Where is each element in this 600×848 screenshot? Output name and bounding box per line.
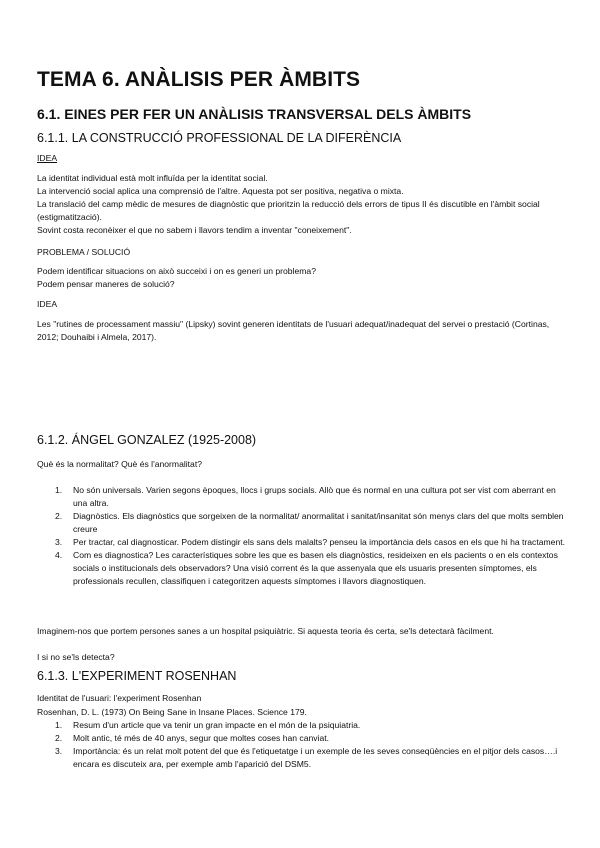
- document-title: TEMA 6. ANÀLISIS PER ÀMBITS: [37, 68, 361, 91]
- list-item: 1. No són universals. Varien segons èpoques, llocs i grups socials. Allò que és normal en una cultura pot ser vist com aberrant en una altra.: [55, 485, 556, 508]
- idea2-text: Les "rutines de processament massiu" (Lipsky) sovint generen identitats de l'usuari adequat/inadequat del servei o prestació (Cortinas, 2012; Douhaibi i Almela, 2017).: [37, 319, 550, 342]
- rosenhan-line-2: Rosenhan, D. L. (1973) On Being Sane in Insane Places. Science 179.: [37, 707, 307, 717]
- rosenhan-line-1: Identitat de l'usuari: l'experiment Rosenhan: [37, 693, 202, 703]
- closing-line-1: Imaginem-nos que portem persones sanes a un hospital psiquiàtric. Si aquesta teoria és certa, se'ls detectarà fàcilment.: [37, 626, 494, 636]
- list-item: 4. Com es diagnostica? Les característiques sobre les que es basen els diagnòstics, resideixen en els pacients o en els contextos socials o institucionals dels observadors? Una visió corrent és la que assenyala que els usuaris presenten símptomes, els professionals recullen, classifiquen i categoritzen aquests símptomes i llavors diagnostiquen.: [55, 550, 558, 586]
- problema-solucio-label: PROBLEMA / SOLUCIÓ: [37, 247, 131, 257]
- subsection-heading-6-1-3: 6.1.3. L'EXPERIMENT ROSENHAN: [37, 669, 237, 683]
- problema-line-2: Podem pensar maneres de solució?: [37, 279, 175, 289]
- list-item: 3. Per tractar, cal diagnosticar. Podem distingir els sans dels malalts? penseu la importància dels casos en els que hi ha tractament.: [55, 537, 566, 547]
- list-item: 2. Molt antic, té més de 40 anys, segur que moltes coses han canviat.: [55, 733, 330, 743]
- normalitat-question: Què és la normalitat? Què és l'anormalitat?: [37, 459, 203, 469]
- list-item: 3. Importància: és un relat molt potent del que és l'etiquetatge i un exemple de les seves conseqüències en el pitjor dels casos….i encara es discuteix ara, per exemple amb l'aparició del DSM5.: [55, 746, 558, 769]
- subsection-heading-6-1-2: 6.1.2. ÁNGEL GONZALEZ (1925-2008): [37, 433, 257, 447]
- normalitat-list: [37, 484, 567, 588]
- closing-line-2: I si no se'ls detecta?: [37, 652, 115, 662]
- subsection-heading-6-1-1: 6.1.1. LA CONSTRUCCIÓ PROFESSIONAL DE LA DIFERÈNCIA: [37, 131, 402, 145]
- idea-line-4: Sovint costa reconèixer el que no sabem i llavors tendim a inventar "coneixement".: [37, 225, 352, 235]
- list-item: 1. Resum d'un article que va tenir un gran impacte en el món de la psiquiatria.: [55, 720, 361, 730]
- idea-label: IDEA: [37, 153, 58, 163]
- list-item: 2. Diagnòstics. Els diagnòstics que sorgeixen de la normalitat/ anormalitat i sanitat/insanitat són menys clars del que molts semblen creure: [55, 511, 564, 534]
- idea-line-2: La intervenció social aplica una comprensió de l'altre. Aquesta pot ser positiva, negativa o mixta.: [37, 186, 404, 196]
- idea-line-1: La identitat individual està molt influïda per la identitat social.: [37, 173, 268, 183]
- section-heading-6-1: 6.1. EINES PER FER UN ANÀLISIS TRANSVERSAL DELS ÀMBITS: [37, 106, 472, 122]
- idea-line-3: La translació del camp mèdic de mesures de diagnòstic que prioritzin la reducció dels errors de tipus II és discutible en l'àmbit social (estigmatització).: [37, 199, 540, 222]
- idea2-label: IDEA: [37, 299, 58, 309]
- rosenhan-list: [37, 719, 567, 771]
- problema-line-1: Podem identificar situacions on això succeixi i on es generi un problema?: [37, 266, 316, 276]
